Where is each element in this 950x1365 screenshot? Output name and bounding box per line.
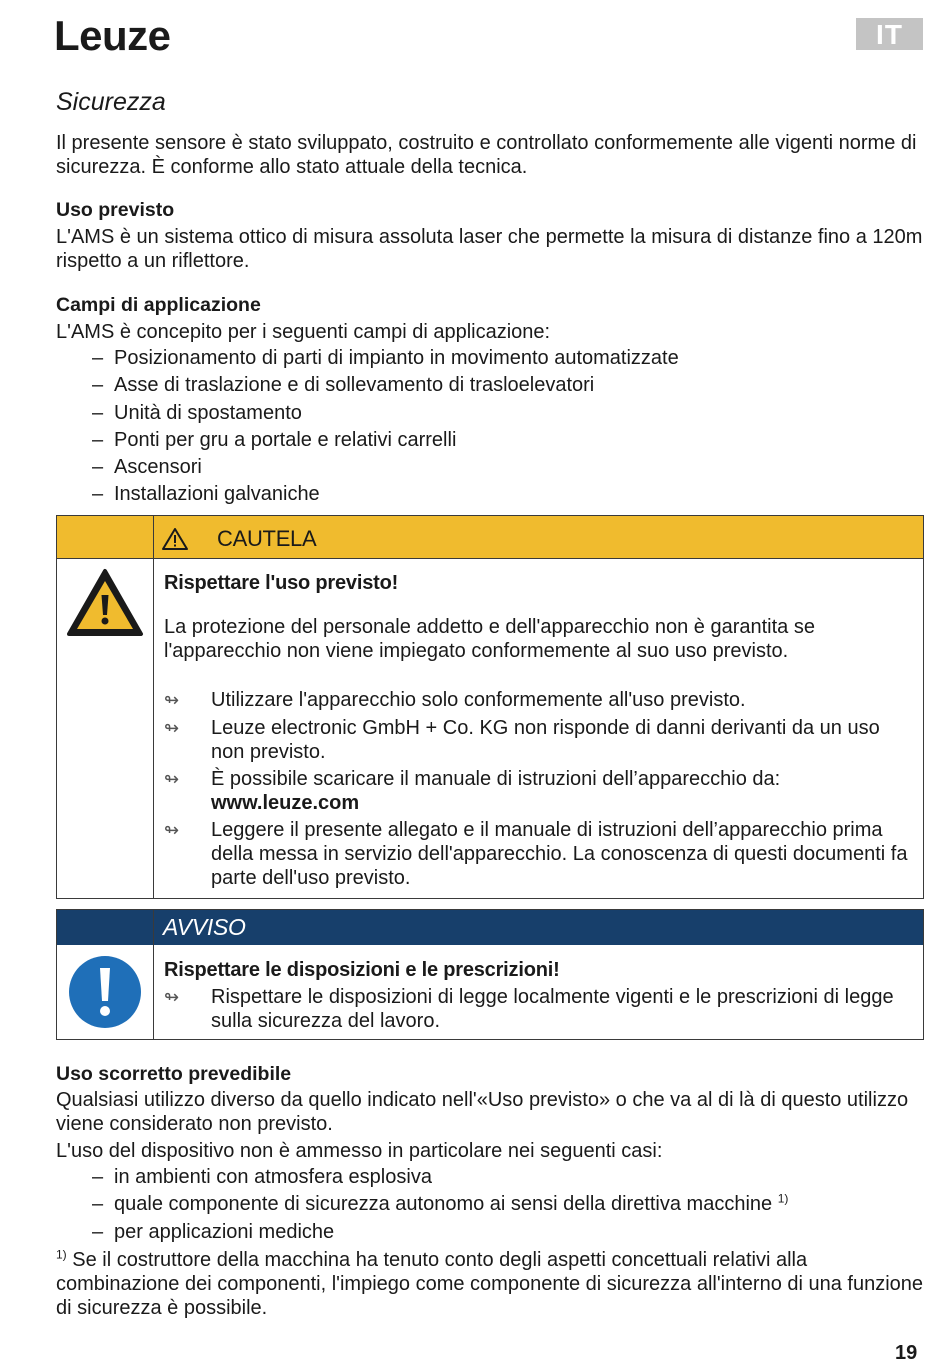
footnote-mark: 1) xyxy=(56,1247,67,1262)
intro-paragraph: Il presente sensore è stato sviluppato, costruito e controllato conformemente alle vigenti norme di sicurezza. È conforme allo stato attuale della tecnica. xyxy=(56,132,917,178)
list-item: – quale componente di sicurezza autonomo ai sensi della direttiva macchine $^{1)}$ xyxy=(92,1191,788,1218)
step-arrow-icon: ↬ xyxy=(164,820,180,840)
list-item: – Ascensori xyxy=(92,454,679,481)
misuse-heading: Uso scorretto prevedibile xyxy=(56,1063,292,1085)
list-item: – per applicazioni mediche xyxy=(92,1219,788,1246)
application-list xyxy=(92,345,679,509)
caution-title: Rispettare l'uso previsto! xyxy=(164,572,399,594)
list-item: – Posizionamento di parti di impianto in movimento automatizzate xyxy=(92,345,679,372)
application-intro: L'AMS è concepito per i seguenti campi di applicazione: xyxy=(56,321,551,343)
list-item: – Asse di traslazione e di sollevamento di trasloelevatori xyxy=(92,372,679,399)
footnote: $^{1)}$ Se il costruttore della macchina ha tenuto conto degli aspetti concettuali relativi alla combinazione dei componenti, l'impiego come componente di sicurezza all'interno di una funzione di sicurezza è possibile. xyxy=(56,1247,924,1319)
misuse-text: Qualsiasi utilizzo diverso da quello indicato nell'«Uso previsto» o che va al di là di questo utilizzo viene considerato non previsto. xyxy=(56,1089,909,1135)
application-heading: Campi di applicazione xyxy=(56,294,261,316)
notice-box: AVVISO Rispettare le disposizioni e le prescrizioni! ↬ Rispettare le disposizioni di legge localmente vigenti e le prescrizioni di legge sulla sicurezza del lavoro. xyxy=(56,909,924,1040)
small-warning-icon xyxy=(161,527,189,551)
notice-header xyxy=(57,910,923,945)
caution-box: CAUTELA Rispettare l'uso previsto! La protezione del personale addetto e dell'apparecchio non è garantita se l'apparecchio non viene impiegato conformemente al suo uso previsto. ↬ Utilizzare l'apparecchio solo conformemente all'uso previsto. ↬ Leuze electronic GmbH + Co. KG non risponde di danni derivanti da un uso non previsto. ↬ È possibile scaricare il manuale di istruzioni dell’apparecchio da: www.leuze.com ↬ Leggere il presente allegato e il manuale di istruzioni dell’apparecchio prima della messa in servizio dell'apparecchio. La conoscenza di questi documenti fa parte dell'uso previsto. xyxy=(56,515,924,899)
step-arrow-icon: ↬ xyxy=(164,690,180,710)
brand-logo: Leuze xyxy=(54,12,171,59)
intended-use-heading: Uso previsto xyxy=(56,199,175,221)
notice-title: Rispettare le disposizioni e le prescrizioni! xyxy=(164,959,560,981)
page-number: 19 xyxy=(895,1342,918,1364)
language-badge: IT xyxy=(856,18,923,50)
website-link[interactable]: www.leuze.com xyxy=(211,792,360,814)
info-exclamation-icon xyxy=(67,954,143,1030)
step-arrow-icon: ↬ xyxy=(164,987,180,1007)
step-arrow-icon: ↬ xyxy=(164,769,180,789)
caution-header xyxy=(57,516,923,559)
misuse-list xyxy=(92,1164,788,1246)
list-item: – Installazioni galvaniche xyxy=(92,481,679,508)
list-item: – in ambienti con atmosfera esplosiva xyxy=(92,1164,788,1191)
footnote-ref: 1) xyxy=(777,1191,789,1206)
caution-label: CAUTELA xyxy=(217,526,317,551)
caution-paragraph: La protezione del personale addetto e dell'apparecchio non è garantita se l'apparecchio non viene impiegato conformemente al suo uso previsto. xyxy=(164,616,815,662)
intended-use-text: L'AMS è un sistema ottico di misura assoluta laser che permette la misura di distanze fino a 120m rispetto a un riflettore. xyxy=(56,226,923,272)
list-item: – Unità di spostamento xyxy=(92,400,679,427)
section-title: Sicurezza xyxy=(56,88,166,116)
warning-triangle-icon xyxy=(66,568,144,638)
notice-label: AVVISO xyxy=(163,914,246,940)
misuse-cases-intro: L'uso del dispositivo non è ammesso in particolare nei seguenti casi: xyxy=(56,1140,663,1162)
step-arrow-icon: ↬ xyxy=(164,718,180,738)
list-item: – Ponti per gru a portale e relativi carrelli xyxy=(92,427,679,454)
